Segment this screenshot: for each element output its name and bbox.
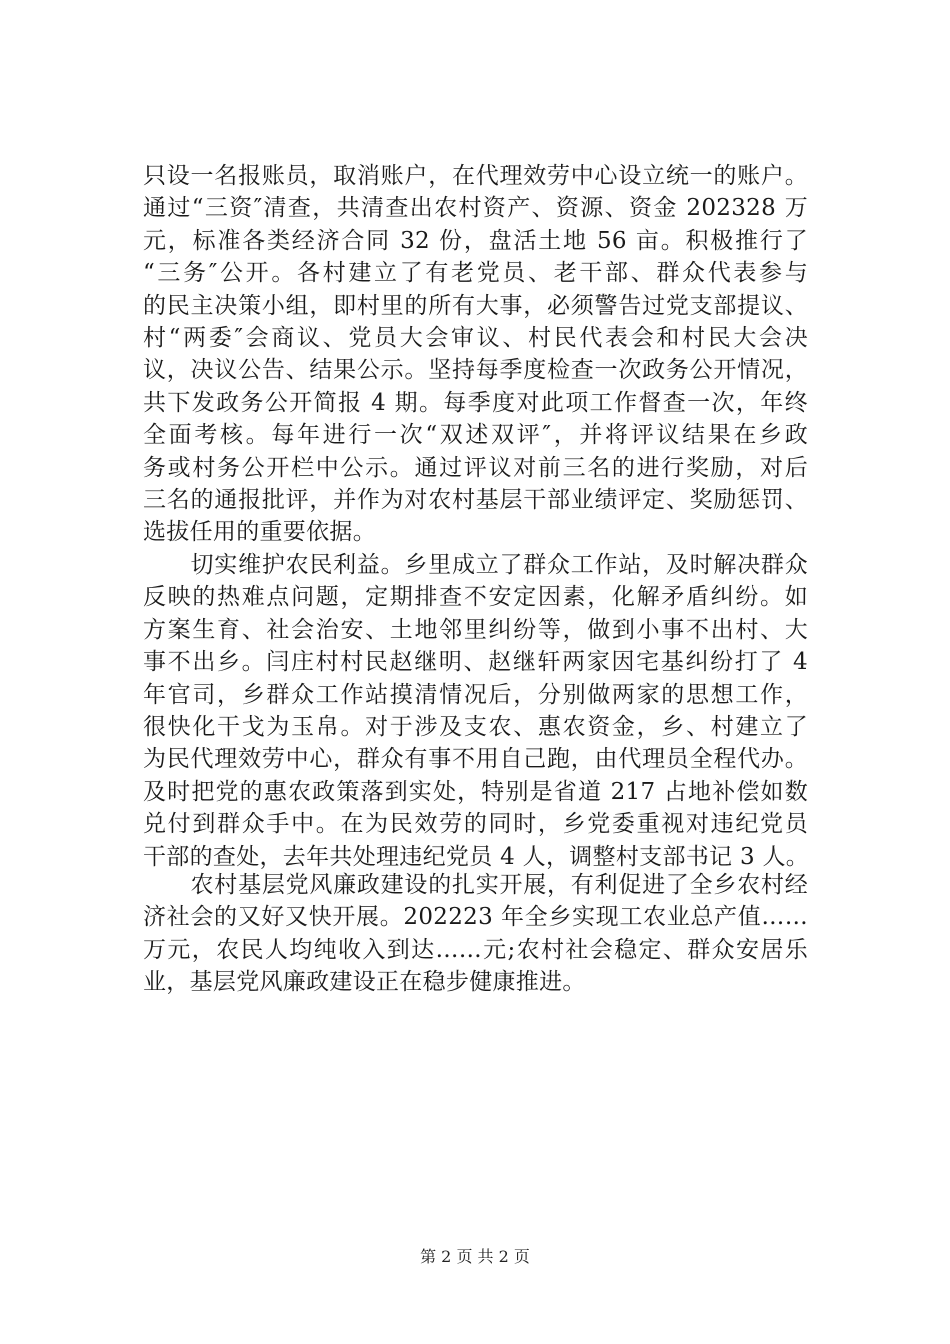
text-line: “三务″公开。各村建立了有老党员、老干部、群众代表参与 [143, 260, 808, 287]
paragraph [143, 549, 808, 873]
text-line: 万元，农民人均纯收入到达……元;农村社会稳定、群众安居乐 [143, 936, 808, 963]
text-line: 村“两委″会商议、党员大会审议、村民代表会和村民大会决 [143, 325, 808, 352]
text-line: 方案生育、社会治安、土地邻里纠纷等，做到小事不出村、大 [143, 616, 808, 643]
paragraph [143, 869, 808, 999]
text-line: 议，决议公告、结果公示。坚持每季度检查一次政务公开情况， [143, 357, 808, 384]
text-line: 务或村务公开栏中公示。通过评议对前三名的进行奖励，对后 [143, 454, 808, 481]
text-line: 全面考核。每年进行一次“双述双评″，并将评议结果在乡政 [143, 422, 808, 449]
text-line: 事不出乡。闫庄村村民赵继明、赵继轩两家因宅基纠纷打了 4 [143, 649, 808, 676]
text-line: 年官司，乡群众工作站摸清情况后，分别做两家的思想工作， [143, 681, 808, 708]
text-line: 通过“三资″清查，共清查出农村资产、资源、资金 202328 万 [143, 195, 808, 222]
text-line: 业，基层党风廉政建设正在稳步健康推进。 [143, 969, 586, 996]
body-text-block [143, 869, 808, 999]
text-line: 干部的查处，去年共处理违纪党员 4 人，调整村支部书记 3 人。 [143, 843, 810, 870]
text-line: 为民代理效劳中心，群众有事不用自己跑，由代理员全程代办。 [143, 746, 808, 773]
text-line: 只设一名报账员，取消账户，在代理效劳中心设立统一的账户。 [143, 163, 808, 189]
text-line: 兑付到群众手中。在为民效劳的同时，乡党委重视对违纪党员 [143, 811, 808, 838]
page-number-footer: 第 2 页 共 2 页 [420, 1247, 530, 1266]
text-line: 元，标准各类经济合同 32 份，盘活土地 56 亩。积极推行了 [143, 227, 808, 254]
text-line: 农村基层党风廉政建设的扎实开展，有利促进了全乡农村经 [143, 872, 808, 898]
text-line: 济社会的又好又快开展。202223 年全乡实现工农业总产值…… [143, 904, 808, 931]
text-line: 的民主决策小组，即村里的所有大事，必须警告过党支部提议、 [143, 292, 808, 319]
text-line: 很快化干戈为玉帛。对于涉及支农、惠农资金，乡、村建立了 [143, 713, 808, 740]
body-text-block [143, 160, 808, 873]
text-line: 及时把党的惠农政策落到实处，特别是省道 217 占地补偿如数 [143, 778, 808, 805]
text-line: 选拔任用的重要依据。 [143, 519, 376, 546]
text-line: 三名的通报批评，并作为对农村基层干部业绩评定、奖励惩罚、 [143, 487, 808, 514]
text-line: 切实维护农民利益。乡里成立了群众工作站，及时解决群众 [143, 551, 808, 578]
text-line: 反映的热难点问题，定期排查不安定因素，化解矛盾纠纷。如 [143, 584, 808, 611]
text-line: 共下发政务公开简报 4 期。每季度对此项工作督查一次，年终 [143, 389, 808, 416]
paragraph [143, 160, 808, 549]
